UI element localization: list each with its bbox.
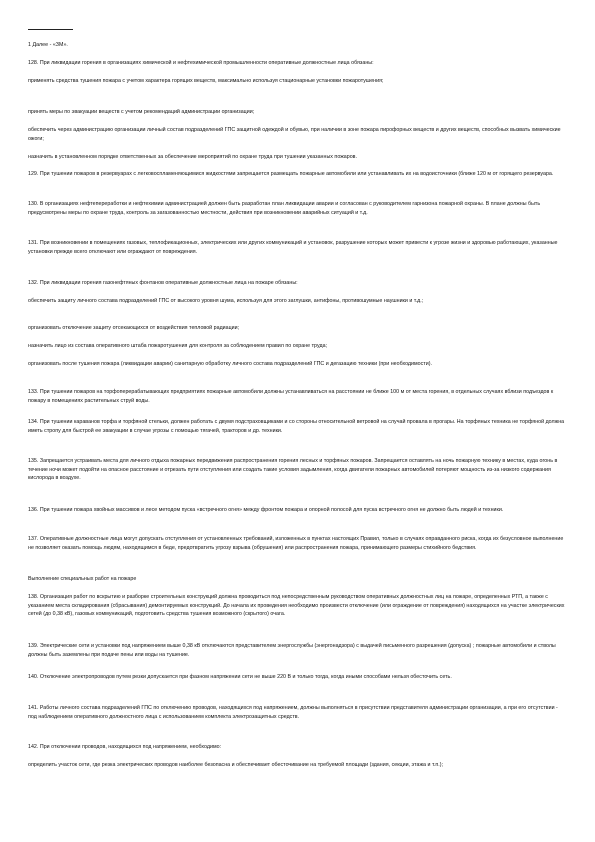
paragraph-131: 131. При возникновении в помещениях газовых, теплофикационных, электрических или других коммуникаций и установок, разрушение которых может привести к угрозе жизни и здоровью работающих, указанные установки прежде всего отключают или ограждают от повреждения. bbox=[28, 240, 558, 255]
paragraph-138: 138. Организация работ по вскрытию и разборке строительных конструкций должна проводиться под непосредственным руководством оперативных должностных лиц на пожаре, определенных РТП, а также с указанием места складирования (сбрасывания) демонтируемых конструкций. До начала их проведения необходимо произвести отключение (или ограждение от повреждения) находящихся на участке электрических сетей (до 0,38 кВ), газовых коммуникаций, подготовить средства тушения возможного (скрытого) очага. bbox=[28, 594, 565, 618]
paragraph-128-item-4: назначить в установленном порядке ответственных за обеспечение мероприятий по охране труда при тушении указанных пожаров. bbox=[28, 154, 358, 160]
paragraph-135: 135. Запрещается устраивать места для личного отдыха пожарных передвижения распространения горения лесных и торфяных пожаров. Запрещается оставлять на ночь пожарную технику в местах, куда огонь в течение ночи может подойти на опасное расстояние и отрезать пути отступления или создать такие условия задымления, когда двигатели пожарных автомобилей потеряют мощность из-за низкого содержания кислорода в воздухе. bbox=[28, 458, 558, 482]
paragraph-128-item-2: принять меры по эвакуации веществ с учетом рекомендаций администрации организации; bbox=[28, 109, 255, 115]
paragraph-140: 140. Отключение электропроводов путем резки допускается при фазном напряжении сети не выше 220 В и только тогда, когда иными способами нельзя обесточить сеть. bbox=[28, 674, 452, 680]
paragraph-134: 134. При тушении караванов торфа и торфяной стельки, должен работать с двумя подстраховщиками и со стороны относительной ветровой на случай провала в прогары. На торфяных техника не торфяной должна иметь стропу для быстрой ее эвакуации в случае угрозы с помощью тягачей, тракторов и др. техники. bbox=[28, 419, 565, 434]
paragraph-128-item-1: применять средства тушения пожара с учетом характера горящих веществ, максимально используя стационарные установки пожаротушения; bbox=[28, 78, 384, 84]
paragraph-132-item-3: назначить лицо из состава оперативного штаба пожаротушения для контроля за соблюдением правил по охране труда; bbox=[28, 343, 328, 349]
paragraph-128-item-3: обеспечить через администрацию организации личный состав подразделений ГПС защитной одеждой и обувью, при наличии в зоне пожара пирофорных веществ и других веществ, способных вызвать химические ожоги; bbox=[28, 127, 561, 142]
paragraph-142: 142. При отключении проводов, находящихся под напряжением, необходимо: bbox=[28, 744, 222, 750]
footnote-separator bbox=[28, 29, 73, 30]
paragraph-137: 137. Оперативные должностные лица могут допускать отступления от установленных требований, изложенных в пунктах настоящих Правил, только в случаях оправданного риска, когда их безусловное выполнение не позволяет оказать помощь людям, находящимся в беде, предотвратить угрозу взрыва (обрушения) или распространения пожара, принимающего размеры стихийного бедствия. bbox=[28, 536, 564, 551]
paragraph-139: 139. Электрические сети и установки под напряжением выше 0,38 кВ отключаются представителем энергослужбы (энергонадзора) с выдачей письменного разрешения (допуска) ; пожарные автомобили и стволы должны быть заземлены при подаче пены или воды на тушение. bbox=[28, 643, 556, 658]
paragraph-130: 130. В организациях нефтепереработки и нефтехимии администрацией должен быть разработан план ликвидации аварии и согласован с руководителем гарнизона пожарной охраны. В плане должны быть предусмотрены меры по охране труда, контроль за загазованностью местности, действия при возникновении аварийных ситуаций и т.д. bbox=[28, 201, 541, 216]
paragraph-133: 133. При тушении пожаров на торфоперерабатывающих предприятиях пожарные автомобили должны устанавливаться на расстоянии не ближе 100 м от места горения, в отдельных случаях вблизи подъездов к пожару в помещениях растительных струй воды. bbox=[28, 389, 554, 404]
footnote-text: 1 Далее - «ЗМ». bbox=[28, 42, 68, 48]
paragraph-128: 128. При ликвидации горения в организациях химической и нефтехимической промышленности оперативные должностные лица обязаны: bbox=[28, 60, 374, 66]
paragraph-129: 129. При тушении пожаров в резервуарах с легковоспламеняющимися жидкостями запрещается размещать пожарные автомобили или устанавливать их на водоисточники (ближе 120 м от горящего резервуара. bbox=[28, 171, 554, 177]
paragraph-141: 141. Работы личного состава подразделений ГПС по отключению проводов, находящихся под напряжением, должны выполняться в присутствии представителя администрации организации, а при его отсутствии - под наблюдением оперативного должностного лица с использованием комплекта электрозащитных средств. bbox=[28, 705, 558, 720]
paragraph-132: 132. При ликвидации горения газонефтяных фонтанов оперативные должностные лица на пожаре обязаны: bbox=[28, 280, 298, 286]
section-heading: Выполнение специальных работ на пожаре bbox=[28, 576, 137, 582]
paragraph-142-item-1: определить участок сети, где резка электрических проводов наиболее безопасна и обеспечивает обесточивание на требуемой площади (здания, секции, этажа и т.п.); bbox=[28, 762, 443, 768]
paragraph-136: 136. При тушении пожара хвойных массивов и лесе методом пуска «встречного огня» между фронтом пожара и опорной полосой для пуска встречного огня не должно быть людей и техники. bbox=[28, 507, 504, 513]
paragraph-132-item-4: организовать после тушения пожара (ликвидации аварии) санитарную обработку личного состава подразделений ГПС и дегазацию техники (при необходимости). bbox=[28, 361, 433, 367]
paragraph-132-item-1: обеспечить защиту личного состава подразделений ГПС от высокого уровня шума, используя для этого заглушки, антифоны, противошумные наушники и т.д.; bbox=[28, 298, 424, 304]
paragraph-132-item-2: организовать отключение защиту отсекающихся от воздействия тепловой радиации; bbox=[28, 325, 240, 331]
